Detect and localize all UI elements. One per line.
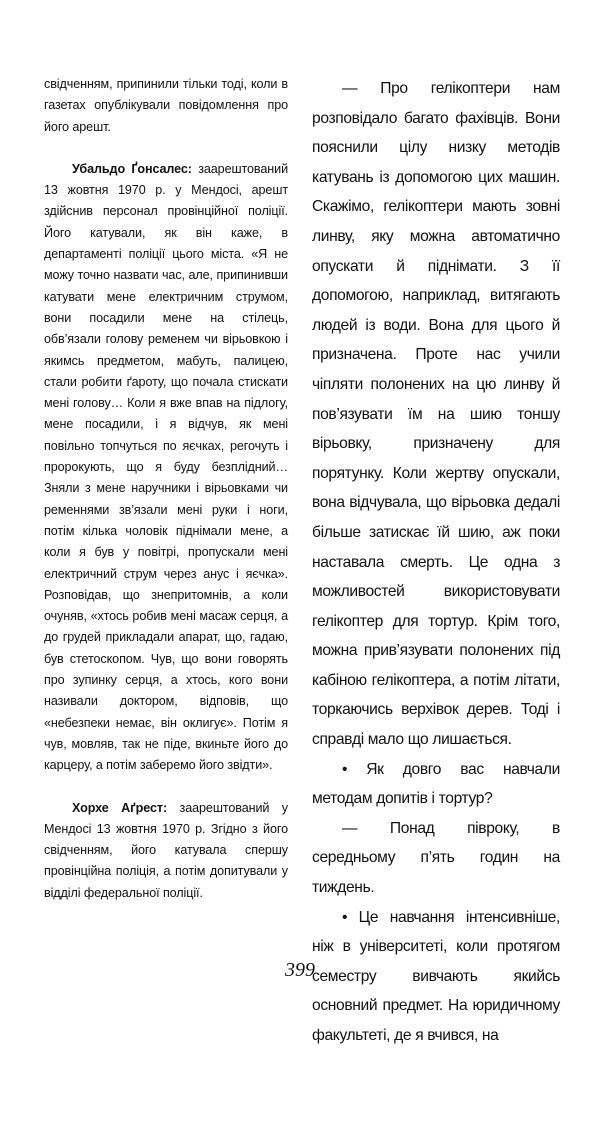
- interview-question: • Як довго вас навчали методам допитів і тортур?: [312, 760, 560, 808]
- speaker-name: Убальдо Ґонсалес:: [72, 161, 192, 176]
- left-column: [44, 74, 288, 904]
- paragraph-gap: [44, 777, 288, 798]
- page-number: 399: [285, 959, 315, 981]
- right-column: [312, 74, 560, 1051]
- testimony-gonsales: [44, 159, 288, 777]
- paragraph-continuation: свідченням, припинили тільки тоді, коли в газетах опублікували повідомлення про його арешт.: [44, 77, 288, 134]
- testimony-agrest: [44, 798, 288, 904]
- testimony-text: заарештований у Мендосі 13 жовтня 1970 р. Згідно з його свідченням, його катувала спершу провінційна поліція, а потім допитували у відділі федеральної поліції.: [44, 800, 288, 900]
- speaker-name: Хорхе Аґрест:: [72, 800, 168, 815]
- interview-answer: — Про гелікоптери нам розповідало багато фахівців. Вони пояснили цілу низку методів катувань із допомогою цих машин. Скажімо, гелікоптери мають зовні линву, яку можна автоматично опускати й піднімати. З її допомогою, наприклад, витягають людей із води. Вона для цього й призначена. Проте нас учили чіпляти полонених на цю линву й пов’язувати їм на шию тоншу вірьовку, призначену для порятунку. Коли жертву опускали, вона відчувала, що вірьовка дедалі більше затискає їй шию, аж поки наставала смерть. Це одна з можливостей використовувати гелікоптер для тортур. Крім того, можна прив’язувати полонених під кабіною гелікоптера, а потім літати, торкаючись верхівок дерев. Тоді і справді мало що лишається.: [312, 80, 560, 749]
- testimony-text: заарештований 13 жовтня 1970 р. у Мендосі, арешт здійснив персонал провінційної поліції. Його катували, як він каже, в департаменті поліції цього міста. «Я не можу точно назвати час, але, припинивши катувати мене електричним струмом, вони посадили мене на стілець, обв’язали голову ременем чи вірьовкою і якимсь предметом, мабуть, палицею, стали робити ґароту, що почала стискати мені голову… Коли я вже впав на підлогу, мене посадили, і я відчув, як мені повільно топчуться по яєчках, регочуть і пророкують, що я буду безплідний… Зняли з мене наручники і вірьовками чи ременнями зв’язали мені руки і ноги, потім кілька чоловік піднімали мене, а коли я був у повітрі, пропускали мені електричний струм через анус і яєчка». Розповідав, що знепритомнів, а коли очуняв, «хтось робив мені масаж серця, а до грудей прикладали апарат, що, гадаю, був стетоскопом. Чув, що вони говорять про зупинку серця, а хтось, кого вони називали доктором, відповів, що «небезпеки немає, він оклигує». Потім я чув, мовляв, так не піде, вкиньте його до карцеру, а потім заберемо його звідти».: [44, 161, 289, 773]
- interview-answer: — Понад півроку, в середньому п’ять годин на тиждень.: [312, 819, 560, 897]
- interview-question: • Це навчання інтенсивніше, ніж в університеті, коли протягом семестру вивчають якийсь основний предмет. На юридичному факультеті, де я вчився, на: [312, 908, 560, 1044]
- paragraph-gap: [44, 138, 288, 159]
